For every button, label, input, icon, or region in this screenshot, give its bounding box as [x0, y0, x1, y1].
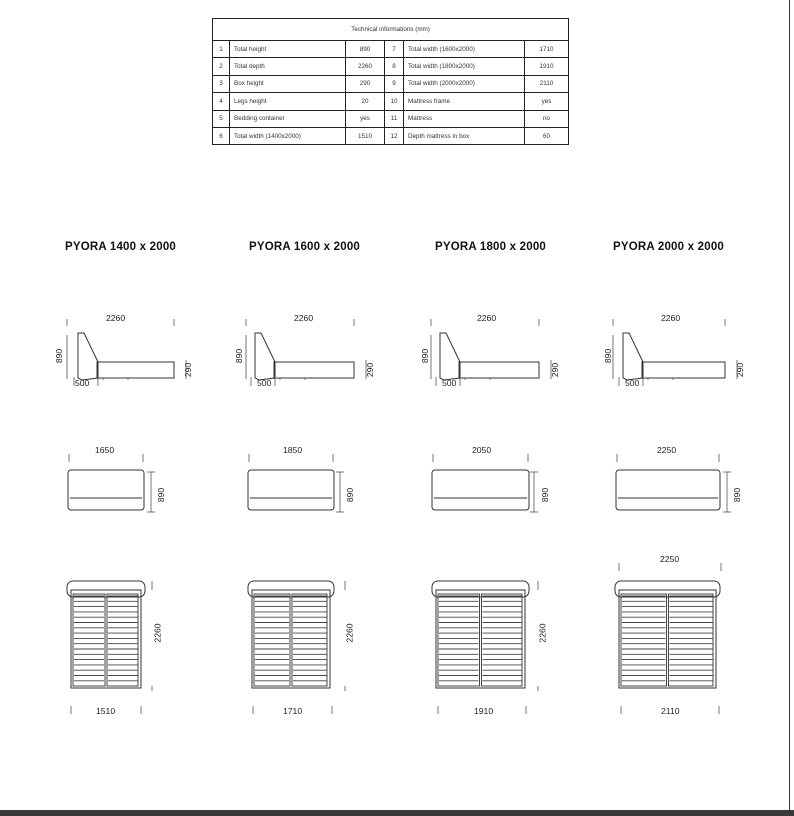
slat-frame-left: [438, 594, 480, 686]
side-head-label: 500: [625, 378, 640, 388]
row-label: Bedding container: [230, 110, 346, 127]
row-label: Depth mattress in box: [404, 127, 525, 144]
top-headboard: [248, 581, 334, 597]
side-headboard: [78, 333, 98, 380]
row-number: 8: [385, 58, 404, 75]
top-bed-frame: [252, 590, 330, 688]
top-head-width-label: 2250: [660, 554, 680, 564]
slat-frame-left: [73, 594, 105, 686]
row-number: 3: [213, 75, 230, 92]
front-width-label: 2050: [472, 445, 492, 455]
top-depth-label: 2260: [152, 623, 163, 643]
side-depth-label: 2260: [294, 313, 314, 323]
row-label: Total width (1400x2000): [230, 127, 346, 144]
side-box-label: 290: [365, 362, 376, 378]
row-value: 1710: [525, 41, 569, 58]
row-number: 11: [385, 110, 404, 127]
row-number: 6: [213, 127, 230, 144]
top-width-label: 1510: [96, 706, 116, 716]
top-bed-frame: [436, 590, 525, 688]
row-number: 2: [213, 58, 230, 75]
row-value: 60: [525, 127, 569, 144]
side-box-label: 290: [183, 362, 194, 378]
row-number: 7: [385, 41, 404, 58]
model-title: PYORA 1400 x 2000: [65, 241, 177, 253]
row-number: 4: [213, 93, 230, 110]
side-box-label: 290: [550, 362, 561, 378]
side-headboard: [440, 333, 460, 380]
row-number: 5: [213, 110, 230, 127]
front-width-label: 1850: [283, 445, 303, 455]
row-value: 2110: [525, 75, 569, 92]
model-title: PYORA 1800 x 2000: [435, 241, 547, 253]
row-number: 12: [385, 127, 404, 144]
slat-frame-left: [621, 594, 667, 686]
side-depth-label: 2260: [661, 313, 681, 323]
front-height-label: 890: [345, 487, 356, 503]
row-label: Box height: [230, 75, 346, 92]
slat-frame-left: [254, 594, 290, 686]
top-headboard: [67, 581, 145, 597]
row-label: Mattress frame: [404, 93, 525, 110]
top-depth-label: 2260: [344, 623, 355, 643]
side-bed-box: [97, 362, 174, 378]
row-label: Legs height: [230, 93, 346, 110]
top-headboard: [432, 581, 529, 597]
row-value: yes: [346, 110, 385, 127]
row-value: 1910: [525, 58, 569, 75]
row-value: no: [525, 110, 569, 127]
top-width-label: 1710: [283, 706, 303, 716]
row-label: Total depth: [230, 58, 346, 75]
side-headboard: [623, 333, 643, 380]
top-width-label: 2110: [661, 706, 680, 716]
row-value: 290: [346, 75, 385, 92]
side-depth-label: 2260: [106, 313, 126, 323]
slat-frame-right: [107, 594, 138, 686]
slat-frame-right: [482, 594, 523, 686]
side-box-label: 290: [735, 362, 746, 378]
model-title: PYORA 1600 x 2000: [249, 241, 361, 253]
front-height-label: 890: [732, 487, 743, 503]
side-head-label: 500: [442, 378, 457, 388]
slat-frame-right: [292, 594, 327, 686]
side-headboard: [255, 333, 275, 380]
row-value: yes: [525, 93, 569, 110]
row-label: Mattress: [404, 110, 525, 127]
front-height-label: 890: [156, 487, 167, 503]
side-bed-box: [459, 362, 539, 378]
row-value: 2260: [346, 58, 385, 75]
side-head-label: 500: [75, 378, 90, 388]
table-title: Technical informations (mm): [213, 19, 569, 41]
side-height-label: 890: [54, 348, 65, 364]
row-number: 1: [213, 41, 230, 58]
row-value: 890: [346, 41, 385, 58]
row-number: 10: [385, 93, 404, 110]
row-label: Total height: [230, 41, 346, 58]
front-width-label: 1650: [95, 445, 115, 455]
top-width-label: 1910: [474, 706, 494, 716]
model-title: PYORA 2000 x 2000: [613, 241, 725, 253]
side-head-label: 500: [257, 378, 272, 388]
front-height-label: 890: [540, 487, 551, 503]
top-depth-label: 2260: [537, 623, 548, 643]
front-headboard: [616, 470, 720, 510]
side-depth-label: 2260: [477, 313, 497, 323]
row-label: Total width (2000x2000): [404, 75, 525, 92]
side-bed-box: [274, 362, 354, 378]
front-headboard: [432, 470, 529, 510]
row-label: Total width (1600x2000): [404, 41, 525, 58]
slat-frame-right: [669, 594, 714, 686]
top-headboard: [615, 581, 720, 597]
front-width-label: 2250: [657, 445, 677, 455]
top-bed-frame: [71, 590, 141, 688]
side-height-label: 890: [234, 348, 245, 364]
front-headboard: [248, 470, 334, 510]
row-value: 20: [346, 93, 385, 110]
side-height-label: 890: [420, 348, 431, 364]
front-headboard: [68, 470, 144, 510]
side-bed-box: [642, 362, 725, 378]
side-height-label: 890: [603, 348, 614, 364]
top-bed-frame: [619, 590, 716, 688]
row-label: Total width (1800x2000): [404, 58, 525, 75]
row-number: 9: [385, 75, 404, 92]
row-value: 1510: [346, 127, 385, 144]
